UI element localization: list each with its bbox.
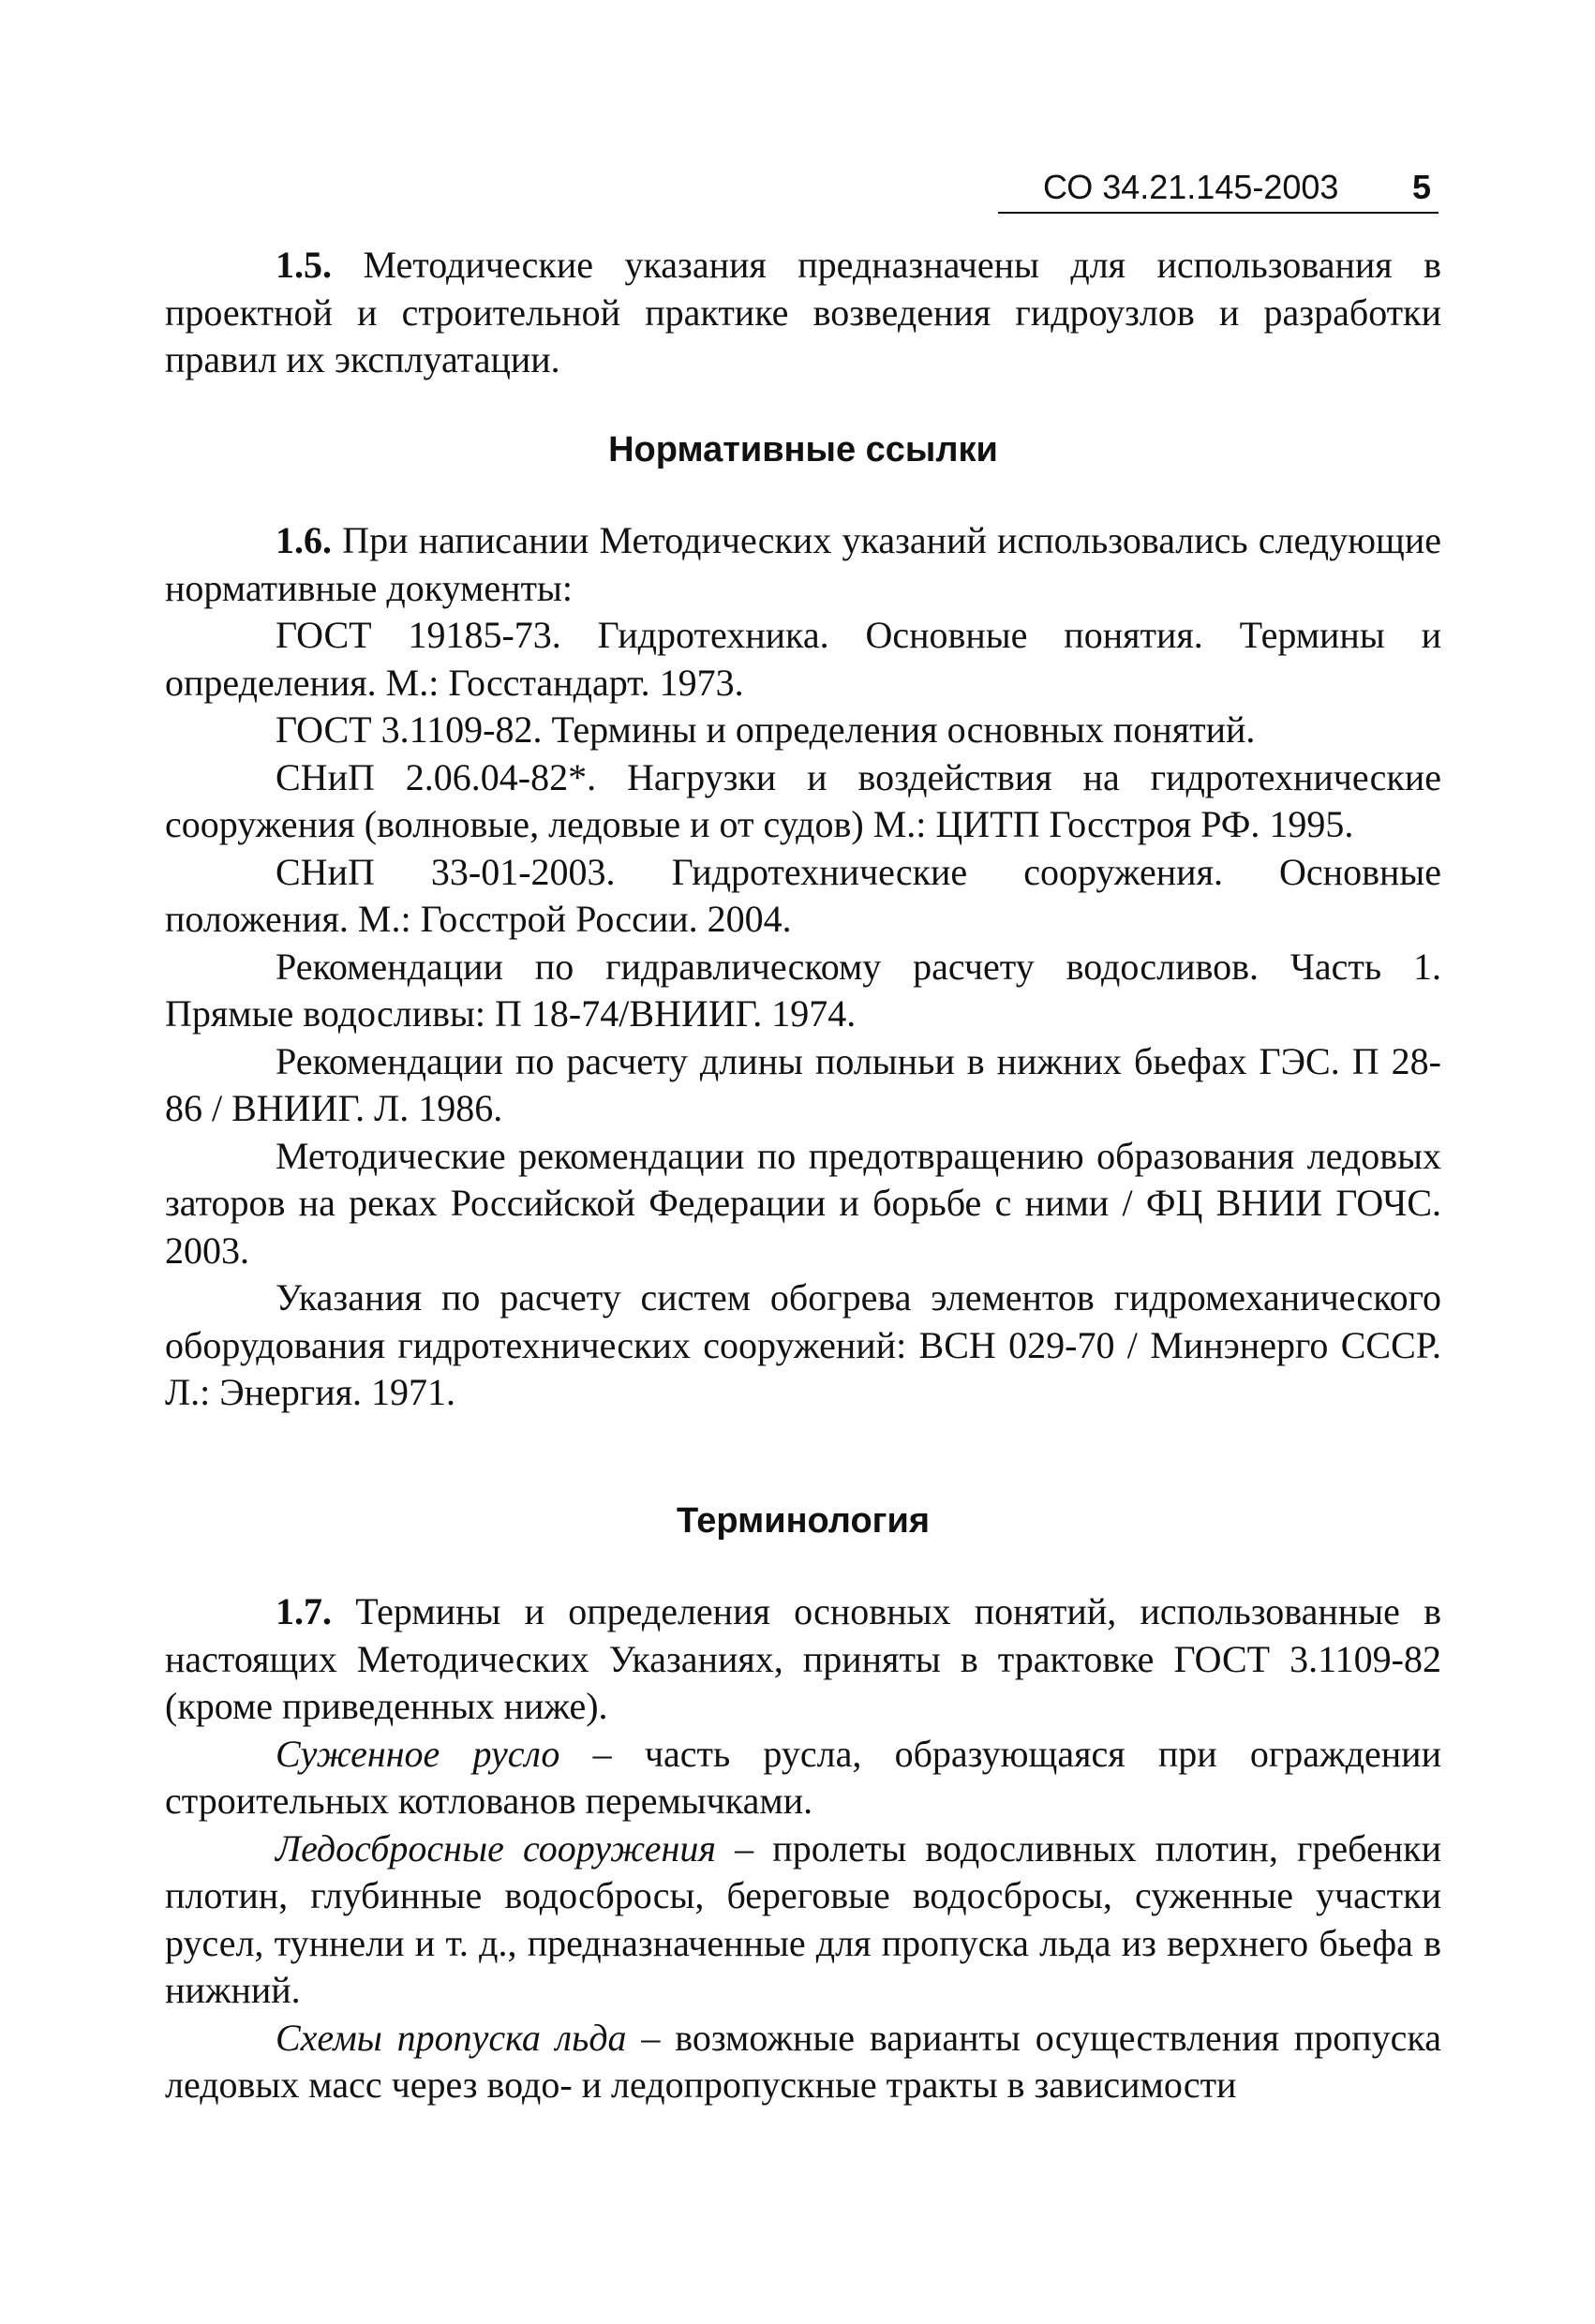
reference-item: Рекомендации по гидравлическому расчету водосливов. Часть 1. Прямые водосливы: П 18-74/ВНИИГ. 1974.: [165, 945, 1441, 1035]
section-heading-terminology: Терминология: [676, 1501, 931, 1541]
running-header: [998, 165, 1438, 214]
reference-item: СНиП 2.06.04-82*. Нагрузки и воздействия на гидротехнические сооружения (волновые, ледовые и от судов) М.: ЦИТП Госстроя РФ. 1995.: [165, 755, 1441, 845]
references-section: [165, 517, 1441, 1417]
section-heading-references: Нормативные ссылки: [608, 430, 998, 469]
term-definition: [165, 2015, 1441, 2109]
terminology-section: [165, 1588, 1441, 2109]
term-definition: [165, 1731, 1441, 1825]
clause-text: При написании Методических указаний использовались следующие нормативные документы:: [165, 519, 1441, 609]
page-number: 5: [1411, 168, 1431, 206]
term-name: Ледосбросные сооружения: [276, 1826, 716, 1870]
clause-number: 1.7.: [276, 1590, 332, 1632]
term-name: Суженное русло: [276, 1732, 560, 1775]
clause-text: Методические указания предназначены для использования в проектной и строительной практике возведения гидроузлов и разработки правил их эксплуатации.: [165, 244, 1441, 380]
reference-item: Указания по расчету систем обогрева элементов гидромеханического оборудования гидротехнических сооружений: ВСН 029-70 / Минэнерго СССР. Л.: Энергия. 1971.: [165, 1276, 1441, 1413]
clause-number: 1.5.: [276, 244, 332, 286]
reference-item: Методические рекомендации по предотвращению образования ледовых заторов на реках Российской Федерации и борьбе с ними / ФЦ ВНИИ ГОЧС. 2003.: [165, 1134, 1441, 1272]
reference-item: ГОСТ 19185-73. Гидротехника. Основные понятия. Термины и определения. М.: Госстандарт. 1973.: [165, 614, 1441, 704]
clause-number: 1.6.: [276, 519, 332, 561]
document-code: СО 34.21.145-2003: [1043, 168, 1339, 206]
term-text: – пролеты водосливных плотин, гребенки плотин, глубинные водосбросы, береговые водосбросы, суженные участки русел, туннели и т. д., предназначенные для пропуска льда из верхнего бьефа в нижний.: [165, 1826, 1441, 2011]
reference-item: Рекомендации по расчету длины полыньи в нижних бьефах ГЭС. П 28-86 / ВНИИГ. Л. 1986.: [165, 1039, 1441, 1129]
term-definition: [165, 1825, 1441, 2015]
clause-text: Термины и определения основных понятий, использованные в настоящих Методических Указаниях, приняты в трактовке ГОСТ 3.1109-82 (кроме приведенных ниже).: [165, 1590, 1441, 1727]
reference-item: ГОСТ 3.1109-82. Термины и определения основных понятий.: [276, 708, 1256, 751]
term-name: Схемы пропуска льда: [276, 2016, 627, 2059]
paragraph-1-5: [165, 242, 1441, 384]
term-text: – возможные варианты осуществления пропуска ледовых масс через водо- и ледопропускные тракты в зависимости: [165, 2016, 1441, 2106]
reference-item: СНиП 33-01-2003. Гидротехнические сооружения. Основные положения. М.: Госстрой России. 2004.: [165, 850, 1441, 940]
term-text: – часть русла, образующаяся при ограждении строительных котлованов перемычками.: [165, 1732, 1441, 1822]
